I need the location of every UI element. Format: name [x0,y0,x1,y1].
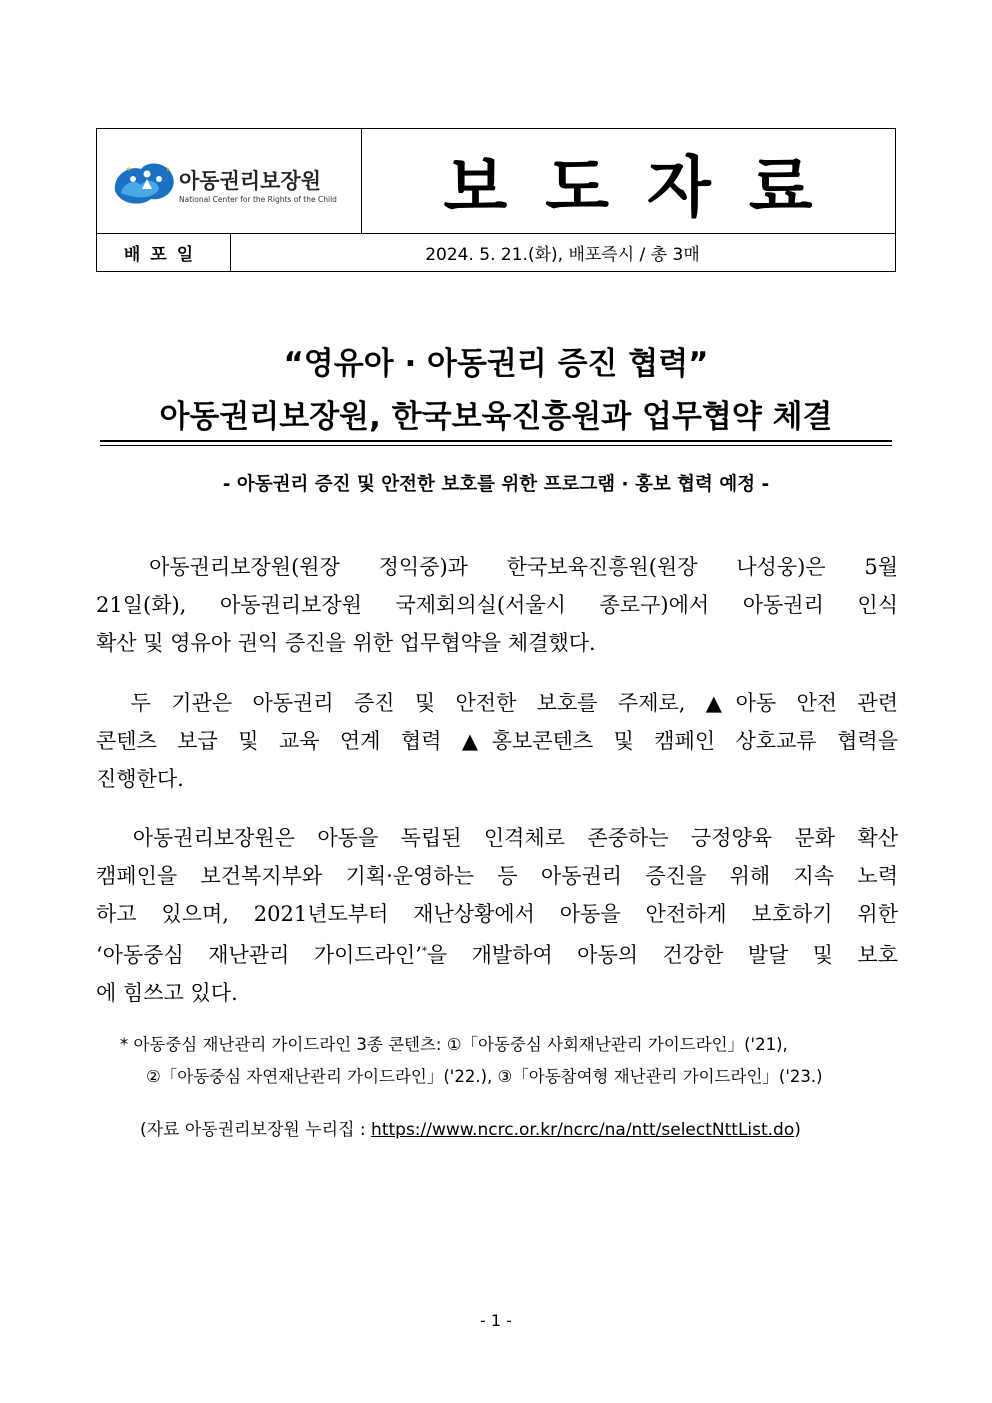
header-row-release [97,233,895,271]
p2-line: 진행한다. [96,767,184,791]
paragraph-1 [96,548,898,662]
logo-subtitle: National Center for the Rights of the Child [179,195,337,204]
p3-line-rest: 을 개발하여 아동의 건강한 발달 및 보호 [426,943,898,967]
p1-line: 아동권리보장원(원장 정익중)과 한국보육진흥원(원장 나성웅)은 5월 [96,555,898,579]
guideline-title: ‘아동중심 재난관리 가이드라인’ [96,943,422,967]
release-info: 2024. 5. 21.(화), 배포즉시 / 총 3매 [425,244,700,265]
page-number: - 1 - [480,1311,512,1330]
headline-subtitle: - 아동권리 증진 및 안전한 보호를 위한 프로그램 · 홍보 협력 예정 - [222,474,770,495]
p1-line: 확산 및 영유아 권익 증진을 위한 업무협약을 체결했다. [96,631,596,655]
logo-icon [111,157,177,207]
footnote-line2: ②「아동중심 자연재난관리 가이드라인」('22.), ③「아동참여형 재난관리 가이드라인」('23.) [146,1067,823,1086]
headline-rule-2 [100,445,892,446]
paragraph-2 [96,684,898,798]
header-table [96,128,896,272]
p2-line: 콘텐츠 보급 및 교육 연계 협력 ▲홍보콘텐츠 및 캠페인 상호교류 협력을 [96,729,898,753]
footnote-mark: * [421,946,427,957]
p3-line [96,933,898,974]
p3-line: 아동권리보장원은 아동을 독립된 인격체로 존중하는 긍정양육 문화 확산 [96,826,898,850]
source-line [140,1115,801,1140]
source-link[interactable]: https://www.ncrc.or.kr/ncrc/na/ntt/selectNttList.do [371,1120,795,1140]
source-suffix: ) [794,1120,801,1140]
source-prefix: (자료 아동권리보장원 누리집 : [140,1120,372,1140]
p3-line: 에 힘쓰고 있다. [96,981,238,1005]
p1-line: 21일(화), 아동권리보장원 국제회의실(서울시 종로구)에서 아동권리 인식 [96,593,898,617]
p3-line: 캠페인을 보건복지부와 기획·운영하는 등 아동권리 증진을 위해 지속 노력 [96,864,898,888]
doc-type-title: 보도자료 [443,148,851,226]
headline-rule-1 [100,440,892,442]
release-label: 배포일 [97,233,231,271]
header-row-top [97,129,895,234]
p2-line: 두 기관은 아동권리 증진 및 안전한 보호를 주제로, ▲아동 안전 관련 [96,691,898,715]
footnote-line1: * 아동중심 재난관리 가이드라인 3종 콘텐츠: ①「아동중심 사회재난관리 가이드라인」('21), [120,1035,788,1054]
headline-line1: “영유아 · 아동권리 증진 협력” [283,346,709,382]
logo-name: 아동권리보장원 [179,169,322,193]
doc-type-cell [361,129,895,233]
logo-cell [97,129,362,233]
headline-line2: 아동권리보장원, 한국보육진흥원과 업무협약 체결 [159,399,833,435]
p3-line: 하고 있으며, 2021년도부터 재난상황에서 아동을 안전하게 보호하기 위한 [96,902,898,926]
paragraph-3 [96,819,898,1012]
